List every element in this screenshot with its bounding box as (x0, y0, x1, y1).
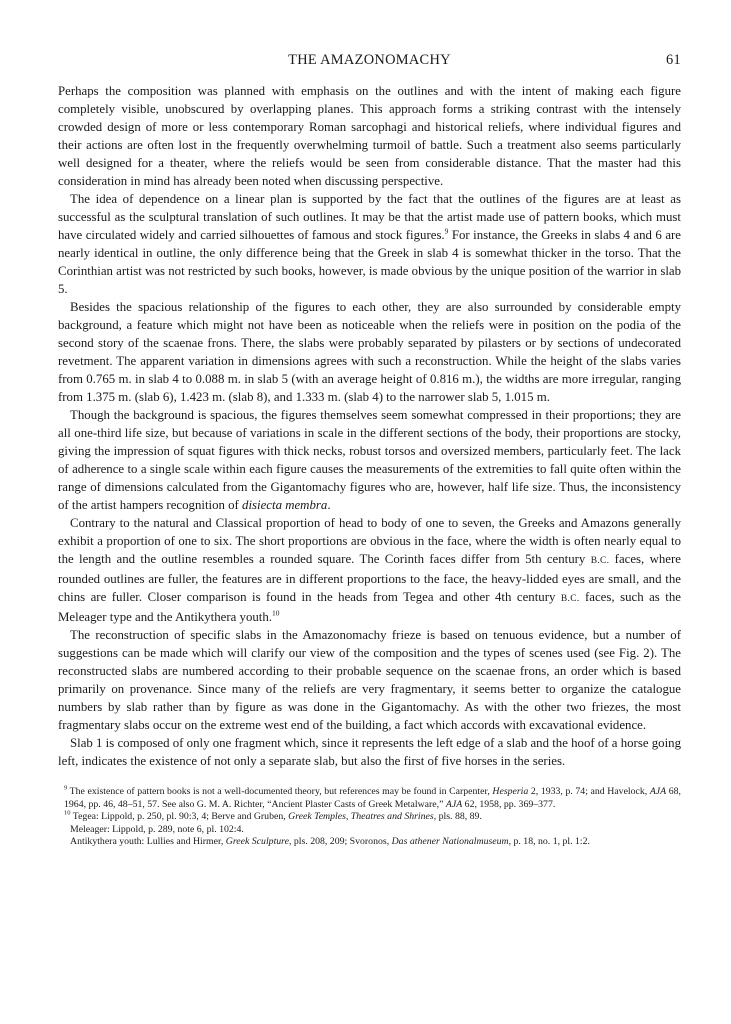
italic-text: Das athener Nationalmuseum (391, 836, 509, 848)
footnote-continuation (70, 824, 681, 837)
text-run: 2, 1933, p. 74; and Havelock, (528, 786, 650, 797)
footnote (64, 811, 681, 824)
paragraph (58, 626, 681, 734)
text-run: Besides the spacious relationship of the figures to each other, they are also surrounded by considerable empty background, a feature which might not have been as noticeable when the reliefs were in position on the podia of the second story of the scaenae frons. There, the slabs were probably separated by pilasters or by sections of undecorated revetment. The apparent variation in dimensions agrees with such a reconstruction. While the height of the slabs varies from 0.765 m. in slab 4 to 0.088 m. in slab 5 (with an average height of 0.816 m.), the widths are more irregular, ranging from 1.375 m. (slab 6), 1.423 m. (slab 8), and 1.333 m. (slab 4) to the narrower slab 5, 1.015 m. (58, 300, 681, 404)
chapter-title: THE AMAZONOMACHY (288, 52, 451, 68)
text-run: Slab 1 is composed of only one fragment which, since it represents the left edge of a slab and the hoof of a horse going left, indicates the existence of not only a separate slab, but also the first of five horses in the series. (58, 736, 681, 768)
text-run: Perhaps the composition was planned with emphasis on the outlines and with the intent of making each figure completely visible, unobscured by overlapping planes. This approach forms a striking contrast with the intensely crowded design of more or less contemporary Roman sarcophagi and historical reliefs, where individual figures and their actions are often lost in the frequently overwhelming turmoil of battle. Such a treatment also seems particularly well designed for a theater, where the reliefs would be seen from considerable distance. That the master had this consideration in mind has already been noted when discussing perspective. (58, 84, 681, 188)
italic-text: AJA (649, 786, 667, 797)
text-run: Contrary to the natural and Classical proportion of head to body of one to seven, the Greeks and Amazons generally exhibit a proportion of one to six. The short proportions are obvious in the face, where the width is often nearly equal to the length and the outline resembles a rounded square. The Corinth faces differ from 5th century (58, 516, 681, 566)
text-run: The existence of pattern books is not a well-documented theory, but references may be found in Carpenter, (67, 786, 493, 797)
text-run: Antikythera youth: Lullies and Hirmer, (70, 836, 226, 848)
small-caps-text: B.C. (590, 556, 610, 566)
paragraph (58, 406, 681, 514)
small-caps-text: B.C. (560, 594, 580, 604)
text-run: , pls. 208, 209; Svoronos, (288, 836, 392, 848)
text-run: . (327, 498, 331, 512)
running-header (58, 52, 681, 74)
book-page (58, 52, 681, 849)
text-run: For instance, the Greeks in slabs 4 and 6 are nearly identical in outline, the only difference being that the Greek in slab 4 is somewhat thicker in the torso. That the Corinthian artist was not restricted by such books, however, is made obvious by the unique position of the warrior in slab 5. (58, 228, 682, 296)
paragraph (58, 190, 681, 298)
italic-text: Hesperia (492, 786, 529, 797)
text-run: faces, such as the Meleager type and the Antikythera youth. (58, 590, 681, 624)
text-run: The idea of dependence on a linear plan is supported by the fact that the outlines of the figures are at least as successful as the sculptural translation of such outlines. It may be that the artist made use of pattern books, which must have circulated widely and carried silhouettes of famous and stock figures. (58, 192, 681, 242)
text-run: Meleager: Lippold, p. 289, note 6, pl. 102:4. (70, 823, 244, 835)
body-text (58, 82, 681, 770)
paragraph (58, 82, 681, 190)
italic-text: Greek Temples, Theatres and Shrines (288, 811, 434, 823)
text-run: Tegea: Lippold, p. 250, pl. 90:3, 4; Berve and Gruben, (70, 811, 289, 823)
paragraph (58, 734, 681, 770)
italic-text: Greek Sculpture (225, 836, 289, 848)
text-run: The reconstruction of specific slabs in the Amazonomachy frieze is based on tenuous evidence, but a number of suggestions can be made which will clarify our view of the composition and the types of scenes used (see Fig. 2). The reconstructed slabs are numbered according to their probable sequence on the scaenae frons, an order which is based primarily on provenance. Since many of the reliefs are very fragmentary, it seems better to organize the catalogue numbers by slab rather than by figure as was done in the Gigantomachy. As with the other two friezes, the most fragmentary slabs occur on the extreme west end of the building, a fact which accords with excavational evidence. (58, 628, 681, 732)
italic-text: disiecta membra (242, 498, 328, 512)
footnote (64, 786, 681, 811)
text-run: , p. 18, no. 1, pl. 1:2. (508, 836, 590, 848)
footnote-continuation (70, 836, 681, 849)
paragraph (58, 298, 681, 406)
footnote-marker: 10 (272, 608, 280, 618)
text-run: , pls. 88, 89. (433, 811, 482, 823)
paragraph (58, 514, 681, 626)
italic-text: AJA (445, 798, 463, 810)
text-run: 62, 1958, pp. 369–377. (462, 798, 556, 810)
text-run: faces, where rounded outlines are fuller, the features are in different proportions to the face, the heavy-lidded eyes are small, and the chins are fuller. Closer comparison is found in the heads from Tegea and other 4th century (58, 552, 681, 604)
footnote-marker: 9 (444, 226, 449, 236)
page-number: 61 (666, 52, 681, 68)
footnote-marker: 9 (64, 784, 68, 792)
footnotes (58, 786, 681, 849)
text-run: Though the background is spacious, the figures themselves seem somewhat compressed in their proportions; they are all one-third life size, but because of variations in scale in the different sections of the body, their proportions are stocky, giving the impression of squat figures with thick necks, robust torsos and oversized members, particularly feet. The lack of adherence to a single scale within each figure causes the measurements of the extremities to fall quite often within the range of dimensions calculated from the Gigantomachy figures who are, however, half life size. Thus, the inconsistency of the artist hampers recognition of (58, 408, 681, 512)
text-run: 68, 1964, pp. 46, 48–51, 57. See also G. M. A. Richter, “Ancient Plaster Casts of Greek Metalware,” (64, 786, 681, 810)
footnote-marker: 10 (64, 809, 71, 817)
